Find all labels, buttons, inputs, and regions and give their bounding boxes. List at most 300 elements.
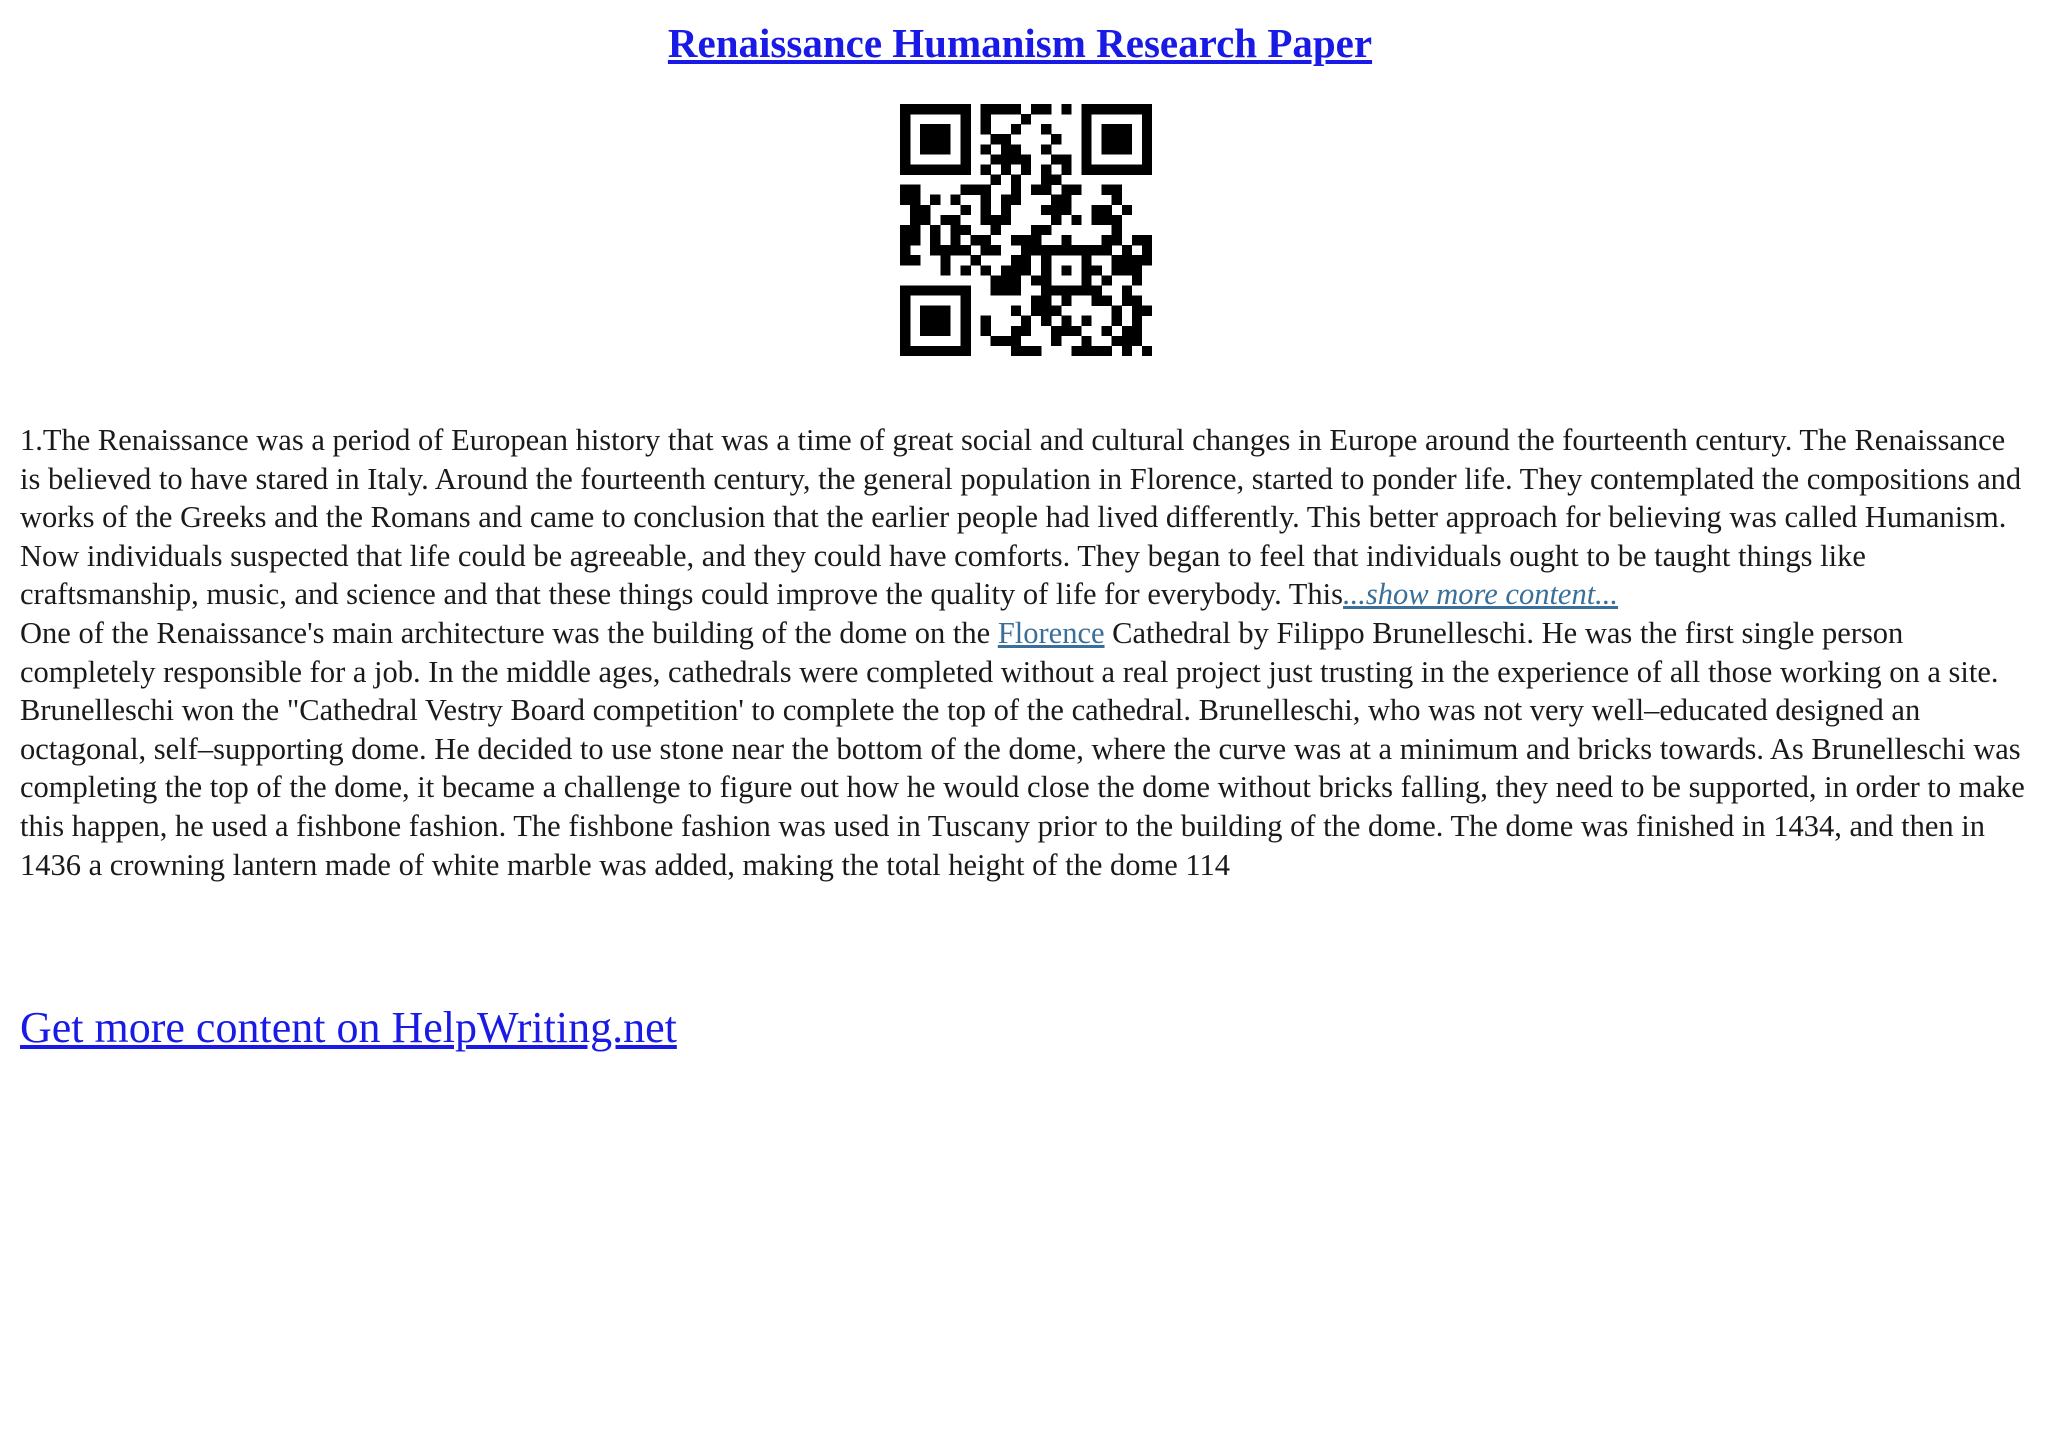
qr-module: [1122, 245, 1132, 255]
qr-module: [1142, 144, 1152, 154]
qr-module: [900, 235, 910, 245]
qr-module: [1102, 185, 1112, 195]
qr-module: [1112, 265, 1122, 275]
qr-module: [900, 336, 910, 346]
qr-module: [1081, 285, 1091, 295]
qr-module: [1011, 285, 1021, 295]
qr-module: [1051, 306, 1061, 316]
qr-module: [1122, 104, 1132, 114]
qr-module: [940, 104, 950, 114]
qr-module: [1112, 316, 1122, 326]
qr-module: [1092, 346, 1102, 356]
qr-module: [1041, 255, 1051, 265]
qr-module: [1122, 336, 1132, 346]
qr-module: [930, 225, 940, 235]
qr-module: [960, 104, 970, 114]
qr-module: [950, 285, 960, 295]
qr-module: [960, 124, 970, 134]
qr-module: [940, 215, 950, 225]
qr-module: [920, 134, 930, 144]
qr-module: [930, 326, 940, 336]
qr-module: [1001, 265, 1011, 275]
qr-module: [1071, 215, 1081, 225]
qr-module: [991, 104, 1001, 114]
qr-module: [1011, 104, 1021, 114]
qr-module: [950, 215, 960, 225]
qr-module: [950, 164, 960, 174]
qr-module: [1021, 154, 1031, 164]
qr-module: [930, 104, 940, 114]
qr-module: [1011, 185, 1021, 195]
paragraph-1-text: 1.The Renaissance was a period of European history that was a time of great social and cultural changes in Europe around the fourteenth century. The Renaissance is believed to have stared in Italy. Around the fourteenth century, the general population in Florence, started to ponder life. They contemplated the compositions and works of the Greeks and the Romans and came to conclusion that the earlier people had lived differently. This better approach for believing was called Humanism. Now individuals suspected that life could be agreeable, and they could have comforts. They began to feel that individuals ought to be taught things like craftsmanship, music, and science and that these things could improve the quality of life for everybody. This: [20, 423, 2022, 612]
qr-module: [1021, 255, 1031, 265]
qr-module: [1061, 235, 1071, 245]
qr-module: [900, 114, 910, 124]
qr-module: [981, 104, 991, 114]
qr-module: [1061, 245, 1071, 255]
qr-module: [1051, 154, 1061, 164]
qr-module: [1001, 215, 1011, 225]
qr-module: [1001, 285, 1011, 295]
qr-module: [1142, 134, 1152, 144]
qr-module: [1031, 296, 1041, 306]
qr-module: [1102, 164, 1112, 174]
qr-module: [1081, 316, 1091, 326]
qr-module: [920, 316, 930, 326]
qr-module: [930, 144, 940, 154]
qr-module: [1081, 245, 1091, 255]
qr-module: [1041, 225, 1051, 235]
qr-module: [920, 104, 930, 114]
florence-link[interactable]: Florence: [997, 615, 1105, 650]
qr-module: [900, 245, 910, 255]
qr-module: [1081, 154, 1091, 164]
qr-module: [1011, 336, 1021, 346]
qr-module: [1051, 285, 1061, 295]
qr-module: [1142, 306, 1152, 316]
qr-module: [940, 346, 950, 356]
qr-module: [1081, 336, 1091, 346]
qr-module: [1041, 265, 1051, 275]
qr-module: [1041, 316, 1051, 326]
qr-module: [1081, 346, 1091, 356]
qr-module: [991, 275, 1001, 285]
qr-module: [1071, 326, 1081, 336]
qr-module: [1001, 205, 1011, 215]
qr-module: [1041, 124, 1051, 134]
qr-module: [900, 185, 910, 195]
qr-module: [910, 195, 920, 205]
qr-module: [1001, 134, 1011, 144]
qr-module: [1102, 215, 1112, 225]
qr-module: [1092, 296, 1102, 306]
qr-module: [920, 124, 930, 134]
qr-module: [1001, 275, 1011, 285]
qr-module: [991, 285, 1001, 295]
qr-module: [900, 154, 910, 164]
qr-module: [1081, 114, 1091, 124]
qr-module: [981, 114, 991, 124]
qr-module: [981, 215, 991, 225]
qr-module: [1041, 175, 1051, 185]
qr-module: [920, 326, 930, 336]
qr-module: [930, 316, 940, 326]
qr-module: [1132, 326, 1142, 336]
qr-module: [1061, 104, 1071, 114]
qr-module: [1122, 164, 1132, 174]
qr-module: [1132, 296, 1142, 306]
article-body: [20, 421, 2030, 884]
qr-module: [1081, 164, 1091, 174]
qr-module: [960, 144, 970, 154]
qr-module: [940, 134, 950, 144]
qr-module: [1132, 265, 1142, 275]
qr-module: [1061, 205, 1071, 215]
qr-module: [930, 245, 940, 255]
qr-module: [991, 154, 1001, 164]
qr-module: [1001, 336, 1011, 346]
qr-module: [981, 205, 991, 215]
qr-module: [1081, 134, 1091, 144]
paragraph-2: [20, 614, 2030, 884]
qr-module: [1051, 326, 1061, 336]
qr-module: [1122, 296, 1132, 306]
qr-module: [1132, 336, 1142, 346]
qr-module: [1021, 346, 1031, 356]
qr-module: [1031, 235, 1041, 245]
qr-module: [950, 235, 960, 245]
qr-module: [971, 235, 981, 245]
qr-module: [1071, 285, 1081, 295]
qr-module: [1071, 245, 1081, 255]
qr-module: [1112, 104, 1122, 114]
qr-module: [900, 225, 910, 235]
qr-module: [900, 104, 910, 114]
qr-module: [900, 124, 910, 134]
qr-module: [900, 306, 910, 316]
qr-module: [981, 316, 991, 326]
qr-module: [1001, 164, 1011, 174]
qr-module: [1102, 296, 1112, 306]
qr-module: [1142, 104, 1152, 114]
qr-module: [1112, 225, 1122, 235]
qr-module: [940, 255, 950, 265]
qr-module: [1011, 175, 1021, 185]
qr-module: [940, 326, 950, 336]
qr-module: [1001, 144, 1011, 154]
qr-module: [1041, 275, 1051, 285]
qr-module: [991, 215, 1001, 225]
qr-module: [991, 245, 1001, 255]
qr-module: [1021, 316, 1031, 326]
qr-module: [1061, 265, 1071, 275]
qr-module: [1092, 164, 1102, 174]
qr-module: [940, 306, 950, 316]
qr-module: [981, 265, 991, 275]
qr-module: [910, 346, 920, 356]
qr-module: [920, 306, 930, 316]
qr-module: [1102, 326, 1112, 336]
qr-module: [1061, 316, 1071, 326]
qr-module: [1011, 346, 1021, 356]
qr-module: [1142, 245, 1152, 255]
qr-module: [1122, 255, 1132, 265]
qr-module: [930, 164, 940, 174]
qr-module: [1041, 185, 1051, 195]
qr-module: [1021, 265, 1031, 275]
qr-module: [1092, 285, 1102, 295]
qr-module: [920, 285, 930, 295]
paragraph-2-text-end: Cathedral by Filippo Brunelleschi. He was the first single person completely responsible for a job. In the middle ages, cathedrals were completed without a real project just trusting in the experience of all those working on a site. Brunelleschi won the "Cathedral Vestry Board competition' to complete the top of the cathedral. Brunelleschi, who was not very well–educated designed an octagonal, self–supporting dome. He decided to use stone near the bottom of the dome, where the curve was at a minimum and bricks towards. As Brunelleschi was completing the top of the dome, it became a challenge to figure out how he would close the dome without bricks falling, they need to be supported, in order to make this happen, he used a fishbone fashion. The fishbone fashion was used in Tuscany prior to the building of the dome. The dome was finished in 1434, and then in 1436 a crowning lantern made of white marble was added, making the total height of the dome 114: [20, 615, 2025, 882]
qr-module: [1011, 255, 1021, 265]
qr-module: [1092, 245, 1102, 255]
qr-module: [910, 104, 920, 114]
qr-module: [1011, 144, 1021, 154]
qr-module: [900, 144, 910, 154]
qr-module: [1122, 346, 1132, 356]
qr-module: [930, 285, 940, 295]
qr-module: [1132, 235, 1142, 245]
qr-module: [920, 144, 930, 154]
qr-module: [991, 225, 1001, 235]
qr-module: [950, 104, 960, 114]
qr-module: [940, 285, 950, 295]
qr-module: [1102, 275, 1112, 285]
qr-module: [960, 164, 970, 174]
qr-module: [1061, 326, 1071, 336]
qr-module: [900, 255, 910, 265]
title-container: [20, 0, 2020, 78]
qr-module: [920, 205, 930, 215]
qr-module: [910, 164, 920, 174]
qr-module: [1081, 265, 1091, 275]
qr-module: [971, 185, 981, 195]
qr-module: [1061, 285, 1071, 295]
page-title-link[interactable]: Renaissance Humanism Research Paper: [667, 20, 1373, 66]
qr-module: [1102, 134, 1112, 144]
qr-module: [900, 195, 910, 205]
qr-module: [940, 164, 950, 174]
qr-module: [1011, 235, 1021, 245]
qr-module: [981, 326, 991, 336]
qr-module: [1031, 306, 1041, 316]
qr-module: [940, 124, 950, 134]
qr-module: [1081, 255, 1091, 265]
qr-module: [930, 124, 940, 134]
qr-module: [1041, 164, 1051, 174]
qr-module: [900, 285, 910, 295]
qr-module: [981, 245, 991, 255]
qr-module: [1132, 316, 1142, 326]
qr-module: [991, 175, 1001, 185]
qr-module: [910, 235, 920, 245]
qr-module: [1122, 134, 1132, 144]
qr-module: [981, 235, 991, 245]
qr-module: [1041, 205, 1051, 215]
qr-module: [910, 285, 920, 295]
qr-module: [1122, 326, 1132, 336]
qr-module: [940, 316, 950, 326]
qr-module: [1011, 326, 1021, 336]
qr-module: [1031, 346, 1041, 356]
qr-module: [1142, 346, 1152, 356]
qr-module: [1041, 144, 1051, 154]
paragraph-1: [20, 421, 2030, 614]
qr-module: [991, 134, 1001, 144]
qr-module: [1051, 134, 1061, 144]
qr-module: [1061, 154, 1071, 164]
qr-module: [1122, 144, 1132, 154]
qr-module: [960, 205, 970, 215]
qr-code-graphic: [900, 104, 1152, 356]
qr-module: [1011, 195, 1021, 205]
qr-module: [1051, 205, 1061, 215]
qr-module: [1051, 215, 1061, 225]
qr-module: [960, 154, 970, 164]
qr-module: [900, 164, 910, 174]
qr-module: [1102, 124, 1112, 134]
qr-module: [920, 215, 930, 225]
qr-module: [900, 346, 910, 356]
qr-module: [1041, 306, 1051, 316]
qr-module: [1092, 205, 1102, 215]
qr-module: [950, 225, 960, 235]
qr-module: [1041, 104, 1051, 114]
show-more-link[interactable]: ...show more content...: [1343, 577, 1619, 612]
qr-module: [1031, 104, 1041, 114]
qr-module: [1051, 175, 1061, 185]
qr-module: [1142, 164, 1152, 174]
qr-module: [940, 265, 950, 275]
qr-module: [900, 326, 910, 336]
qr-module: [930, 235, 940, 245]
qr-module: [1051, 336, 1061, 346]
qr-module: [981, 144, 991, 154]
qr-module: [1132, 275, 1142, 285]
qr-module: [940, 245, 950, 255]
qr-module: [1102, 104, 1112, 114]
qr-module: [1041, 296, 1051, 306]
qr-module: [1061, 296, 1071, 306]
qr-module: [930, 346, 940, 356]
qr-module: [950, 195, 960, 205]
qr-module: [960, 134, 970, 144]
qr-module: [1132, 164, 1142, 174]
qr-module: [910, 205, 920, 215]
qr-module: [1021, 164, 1031, 174]
paragraph-2-text-start: One of the Renaissance's main architecture was the building of the dome on the: [20, 615, 998, 650]
qr-module: [1051, 245, 1061, 255]
qr-module: [981, 185, 991, 195]
qr-module: [1071, 185, 1081, 195]
qr-module: [1081, 275, 1091, 285]
qr-module: [1112, 336, 1122, 346]
qr-module: [1112, 134, 1122, 144]
qr-module: [900, 316, 910, 326]
qr-module: [1021, 245, 1031, 255]
qr-module: [1021, 326, 1031, 336]
qr-module: [960, 346, 970, 356]
qr-module: [1132, 255, 1142, 265]
qr-module: [1142, 114, 1152, 124]
qr-module: [1112, 215, 1122, 225]
qr-module: [1112, 306, 1122, 316]
qr-module: [1041, 285, 1051, 295]
qr-module: [910, 185, 920, 195]
qr-module: [1142, 124, 1152, 134]
qr-module: [960, 265, 970, 275]
qr-module: [1102, 346, 1112, 356]
qr-module: [960, 185, 970, 195]
get-more-content-link[interactable]: Get more content on HelpWriting.net: [20, 1003, 677, 1052]
qr-module: [1021, 235, 1031, 245]
qr-module: [1102, 205, 1112, 215]
qr-module: [930, 134, 940, 144]
qr-module: [950, 245, 960, 255]
qr-module: [960, 316, 970, 326]
qr-module: [910, 225, 920, 235]
qr-module: [1112, 195, 1122, 205]
qr-module: [1142, 235, 1152, 245]
qr-module: [1112, 144, 1122, 154]
qr-module: [960, 114, 970, 124]
qr-module: [1112, 255, 1122, 265]
qr-module: [1122, 124, 1132, 134]
qr-module: [930, 195, 940, 205]
qr-module: [1122, 265, 1132, 275]
qr-module: [960, 296, 970, 306]
qr-code-icon: [900, 104, 1152, 356]
qr-module: [1041, 245, 1051, 255]
document-page: [20, 0, 2025, 1447]
qr-module: [1011, 306, 1021, 316]
qr-module: [1071, 346, 1081, 356]
qr-module: [960, 326, 970, 336]
qr-module: [1061, 164, 1071, 174]
qr-module: [1001, 154, 1011, 164]
qr-module: [1011, 154, 1021, 164]
qr-module: [1001, 104, 1011, 114]
qr-module: [1112, 164, 1122, 174]
qr-module: [960, 336, 970, 346]
qr-module: [930, 306, 940, 316]
qr-module: [1122, 205, 1132, 215]
qr-module: [960, 225, 970, 235]
qr-module: [940, 144, 950, 154]
qr-module: [1092, 215, 1102, 225]
qr-module: [1092, 104, 1102, 114]
qr-module: [981, 124, 991, 134]
qr-module: [1132, 306, 1142, 316]
qr-module: [900, 134, 910, 144]
qr-module: [1051, 195, 1061, 205]
qr-module: [1011, 275, 1021, 285]
qr-module: [1081, 104, 1091, 114]
qr-module: [1061, 185, 1071, 195]
qr-module: [981, 164, 991, 174]
qr-module: [1081, 144, 1091, 154]
qr-module: [1102, 144, 1112, 154]
qr-module: [1081, 124, 1091, 134]
qr-module: [960, 245, 970, 255]
qr-module: [991, 336, 1001, 346]
qr-module: [1031, 225, 1041, 235]
qr-module: [1112, 185, 1122, 195]
qr-module: [1021, 114, 1031, 124]
qr-module: [920, 346, 930, 356]
qr-module: [960, 285, 970, 295]
qr-module: [1102, 235, 1112, 245]
